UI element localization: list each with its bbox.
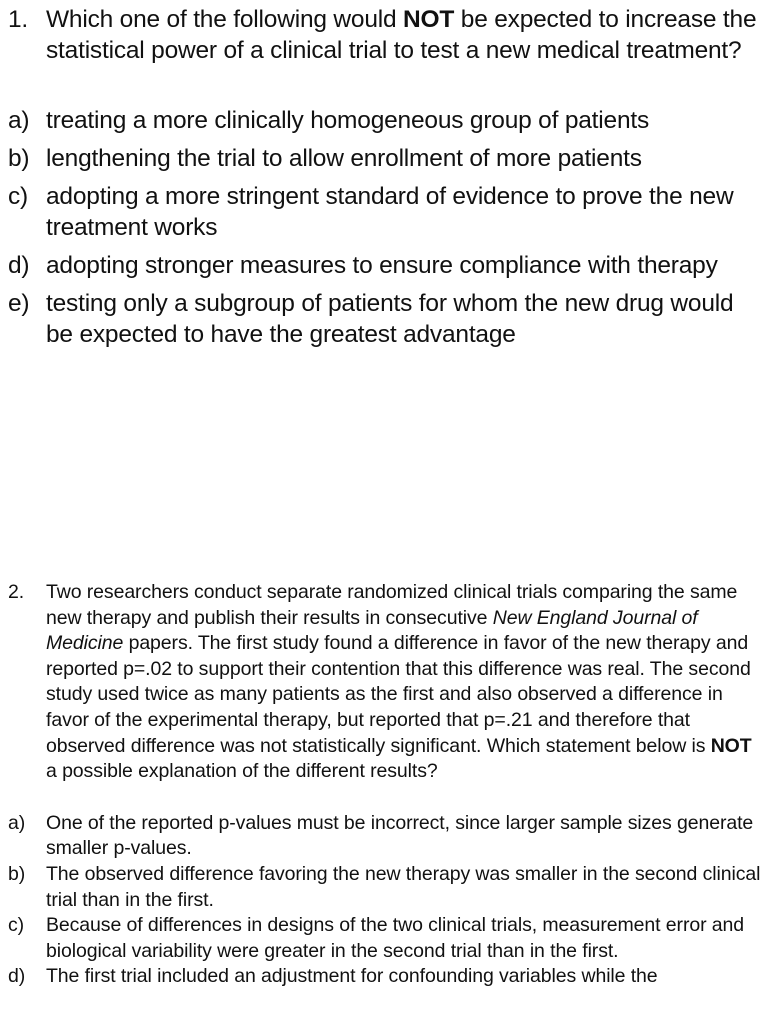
answer-option-d bbox=[8, 964, 764, 990]
question-text-part: Which one of the following would bbox=[46, 6, 404, 33]
answer-options bbox=[8, 105, 764, 350]
question-number: 1. bbox=[8, 6, 29, 33]
question-text-part: be expected to increase the statistical power of a clinical trial to test a new medical treatment? bbox=[46, 6, 757, 64]
option-text: The first trial included an adjustment for confounding variables while the bbox=[46, 965, 658, 988]
answer-option-e bbox=[8, 288, 764, 350]
option-text: adopting a more stringent standard of evidence to prove the new treatment works bbox=[46, 183, 734, 241]
option-text: adopting stronger measures to ensure compliance with therapy bbox=[46, 252, 718, 279]
answer-option-a bbox=[8, 811, 764, 862]
option-text: One of the reported p-values must be incorrect, since larger sample sizes generate smaller p-values. bbox=[46, 811, 754, 860]
emphasis-not: NOT bbox=[403, 6, 455, 33]
journal-name: New England Journal of Medicine bbox=[46, 606, 698, 655]
option-text: Because of differences in designs of the two clinical trials, measurement error and biological variability were greater in the second trial than in the first. bbox=[46, 914, 745, 962]
answer-option-b bbox=[8, 143, 764, 174]
question-text-part: a possible explanation of the different results? bbox=[46, 760, 438, 783]
answer-option-d bbox=[8, 250, 764, 281]
option-letter: d) bbox=[8, 252, 30, 279]
option-text: The observed difference favoring the new therapy was smaller in the second clinical trial than in the first. bbox=[46, 862, 761, 911]
question-text bbox=[46, 4, 764, 66]
option-text: treating a more clinically homogeneous group of patients bbox=[46, 107, 650, 134]
question-number: 2. bbox=[8, 581, 25, 603]
option-letter: b) bbox=[8, 862, 26, 885]
option-letter: a) bbox=[8, 107, 30, 134]
answer-option-a bbox=[8, 105, 764, 136]
answer-option-b bbox=[8, 862, 764, 913]
option-text: testing only a subgroup of patients for whom the new drug would be expected to have the greatest advantage bbox=[46, 290, 734, 348]
question-1 bbox=[8, 4, 764, 357]
answer-option-c bbox=[8, 913, 764, 964]
option-letter: c) bbox=[8, 914, 25, 937]
option-letter: a) bbox=[8, 811, 26, 834]
question-1-stem bbox=[8, 4, 764, 66]
question-text-part: papers. The first study found a difference in favor of the new therapy and reported p=.02 to support their contention that this difference was real. The second study used twice as many patients as the first and also observed a difference in favor of the experimental therapy, but reported that p=.21 and therefore that observed difference was not statistically significant. Which statement below is bbox=[46, 632, 751, 757]
question-2-stem bbox=[8, 580, 764, 785]
option-letter: e) bbox=[8, 290, 30, 317]
answer-option-c bbox=[8, 181, 764, 243]
question-2 bbox=[8, 580, 764, 990]
emphasis-not: NOT bbox=[710, 734, 752, 757]
option-letter: b) bbox=[8, 145, 30, 172]
option-letter: c) bbox=[8, 183, 29, 210]
answer-options bbox=[8, 811, 764, 990]
question-text bbox=[46, 580, 764, 785]
option-letter: d) bbox=[8, 965, 26, 988]
question-text-part: Two researchers conduct separate randomized clinical trials comparing the same new therapy and publish their results in consecutive bbox=[46, 581, 738, 629]
option-text: lengthening the trial to allow enrollment of more patients bbox=[46, 145, 642, 172]
